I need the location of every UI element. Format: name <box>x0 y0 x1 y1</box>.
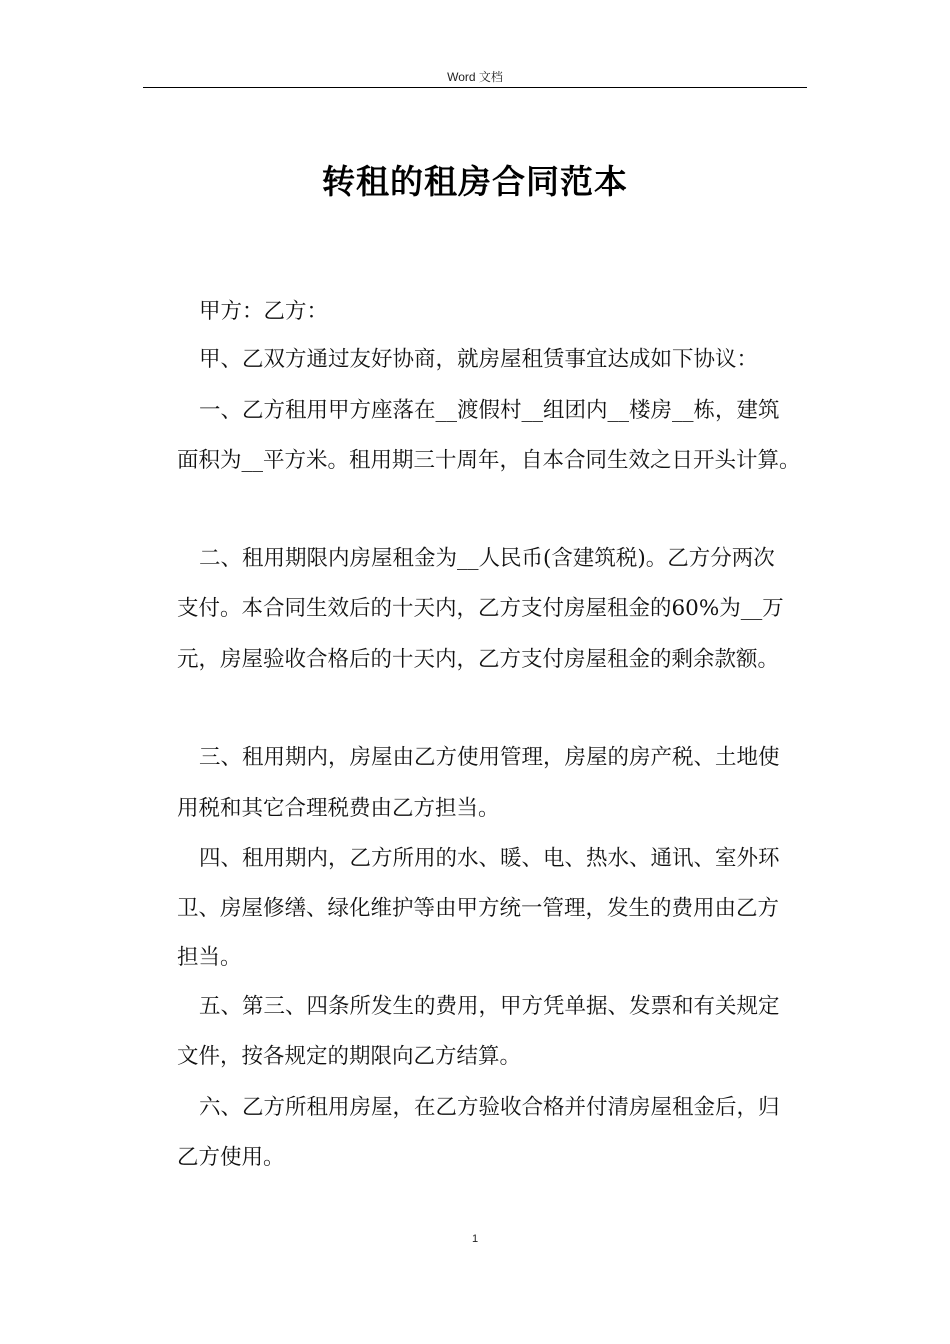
page-number: 1 <box>471 1233 479 1245</box>
paragraph-line-clause-4a: 四、租用期内，乙方所用的水、暖、电、热水、通讯、室外环 <box>199 846 780 871</box>
document-title: 转租的租房合同范本 <box>322 162 628 201</box>
paragraph-line-clause-2a: 二、租用期限内房屋租金为__人民币(含建筑税)。乙方分两次 <box>199 546 775 571</box>
paragraph-line-clause-2b: 支付。本合同生效后的十天内，乙方支付房屋租金的60%为__万 <box>177 596 784 621</box>
paragraph-line-parties: 甲方：乙方： <box>199 299 329 324</box>
paragraph-line-clause-5b: 文件，按各规定的期限向乙方结算。 <box>177 1044 522 1069</box>
header-divider <box>143 87 807 88</box>
paragraph-line-clause-6b: 乙方使用。 <box>177 1145 285 1170</box>
paragraph-line-clause-4c: 担当。 <box>177 945 242 970</box>
paragraph-line-clause-1a: 一、乙方租用甲方座落在__渡假村__组团内__楼房__栋，建筑 <box>199 398 780 423</box>
paragraph-line-clause-3b: 用税和其它合理税费由乙方担当。 <box>177 796 500 821</box>
paragraph-line-clause-5a: 五、第三、四条所发生的费用，甲方凭单据、发票和有关规定 <box>199 994 780 1019</box>
paragraph-line-clause-2c: 元，房屋验收合格后的十天内，乙方支付房屋租金的剩余款额。 <box>177 647 780 672</box>
paragraph-line-intro: 甲、乙双方通过友好协商，就房屋租赁事宜达成如下协议： <box>199 347 759 372</box>
paragraph-line-clause-6a: 六、乙方所租用房屋，在乙方验收合格并付清房屋租金后，归 <box>199 1095 780 1120</box>
paragraph-line-clause-4b: 卫、房屋修缮、绿化维护等由甲方统一管理，发生的费用由乙方 <box>177 896 780 921</box>
paragraph-line-clause-3a: 三、租用期内，房屋由乙方使用管理，房屋的房产税、土地使 <box>199 745 780 770</box>
paragraph-line-clause-1b: 面积为__平方米。租用期三十周年，自本合同生效之日开头计算。 <box>177 448 801 473</box>
document-header-label: Word 文档 <box>447 70 503 84</box>
